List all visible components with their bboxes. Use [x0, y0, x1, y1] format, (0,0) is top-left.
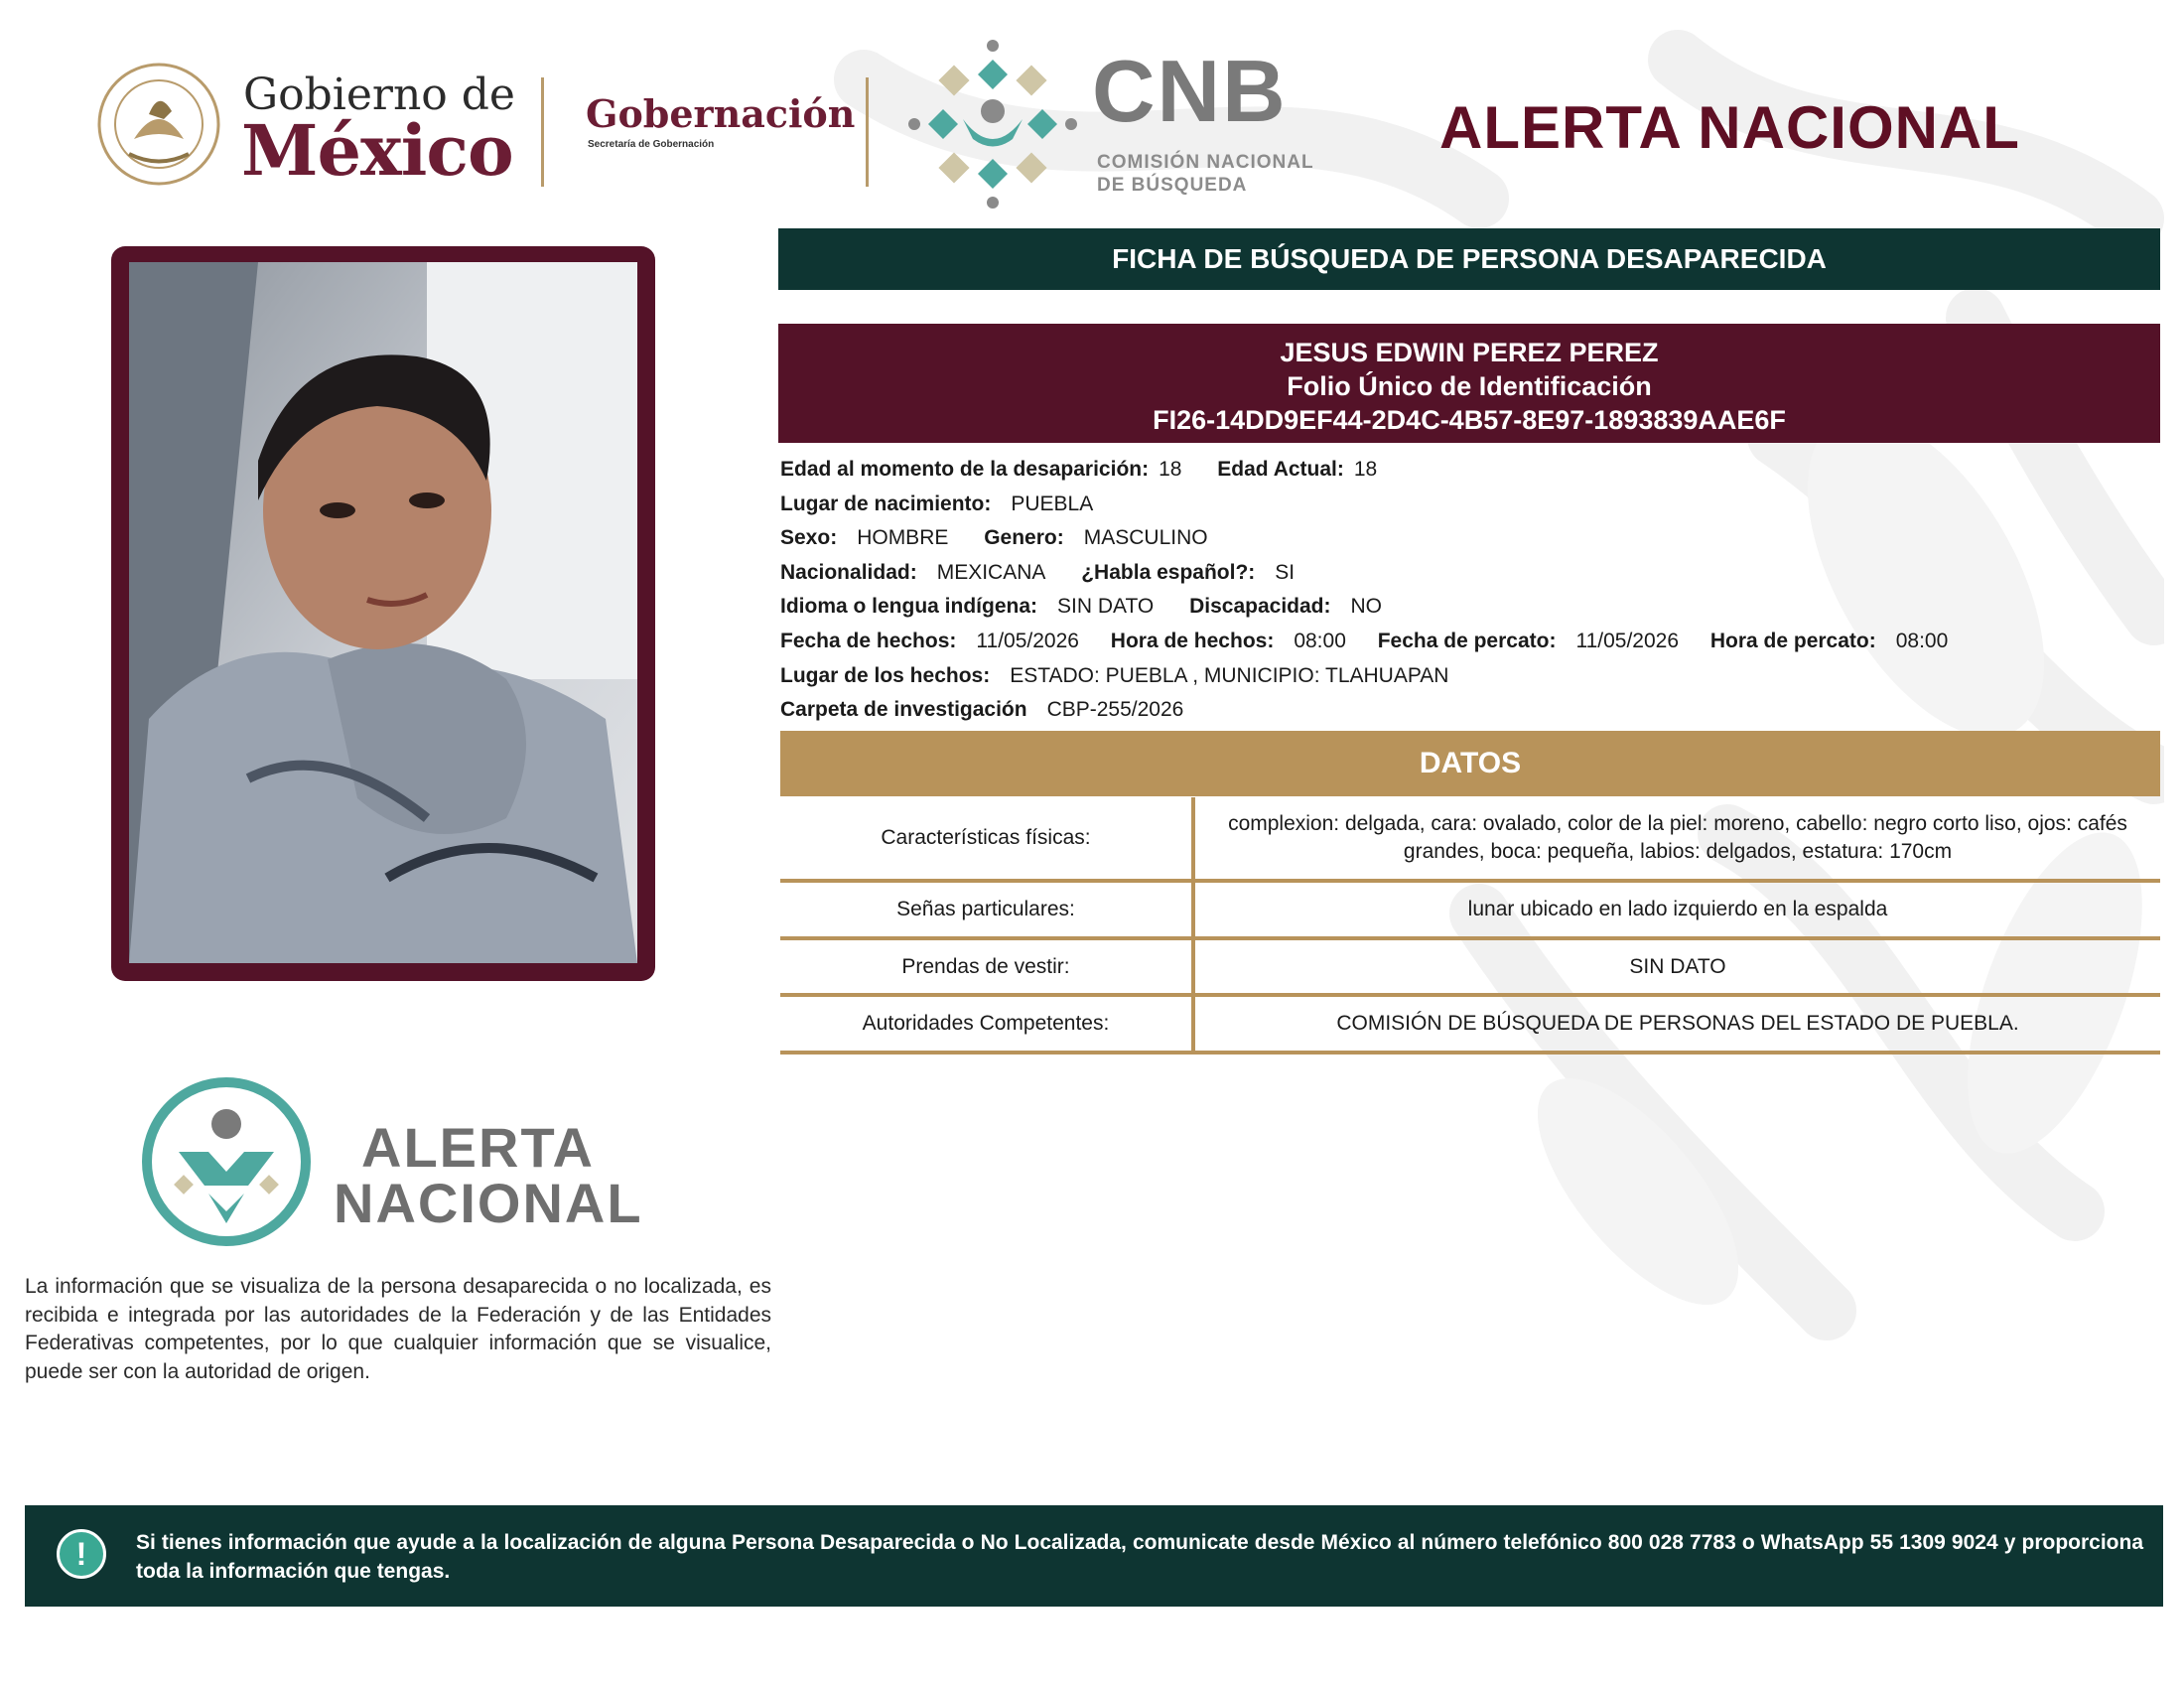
- alerta-word: ALERTA: [361, 1116, 595, 1179]
- alerta-nacional-icon: [139, 1074, 314, 1249]
- table-row: [780, 940, 2160, 997]
- field-value: SIN DATO: [1057, 595, 1155, 619]
- field-label: ¿Habla español?:: [1081, 560, 1256, 584]
- gobernacion-subtitle: Secretaría de Gobernación: [588, 139, 715, 150]
- divider: [866, 77, 869, 187]
- mexico-text: México: [241, 109, 513, 192]
- field-value: HOMBRE: [857, 526, 949, 550]
- field-label: Sexo:: [780, 526, 838, 550]
- alert-icon: !: [57, 1529, 106, 1579]
- field-label: Lugar de los hechos:: [780, 663, 991, 687]
- alerta-nacional-logo: [139, 1074, 675, 1253]
- field-value: 08:00: [1294, 629, 1346, 652]
- field-label: Idioma o lengua indígena:: [780, 595, 1038, 619]
- field-label: Carpeta de investigación: [780, 698, 1027, 722]
- datos-table: [780, 797, 2160, 1055]
- field-value: 18: [1159, 458, 1182, 481]
- field-label: Lugar de nacimiento:: [780, 492, 992, 515]
- field-label: Hora de percato:: [1709, 629, 1876, 652]
- field-label: Nacionalidad:: [780, 560, 917, 584]
- field-label: Discapacidad:: [1189, 595, 1331, 619]
- gobierno-de-text: Gobierno de: [243, 70, 515, 120]
- cnb-logo-icon: [908, 40, 1077, 209]
- field-label: Edad Actual:: [1217, 458, 1344, 481]
- field-value: 11/05/2026: [976, 629, 1079, 652]
- row-value: SIN DATO: [1629, 954, 1726, 978]
- alerta-nacional-wordmark: [334, 1116, 643, 1234]
- contact-footer: [25, 1505, 2163, 1607]
- field-value: PUEBLA: [1011, 492, 1094, 515]
- field-value: NO: [1350, 595, 1382, 619]
- ficha-title-bar: FICHA DE BÚSQUEDA DE PERSONA DESAPARECIDA: [778, 228, 2160, 290]
- field-value: CBP-255/2026: [1046, 698, 1184, 722]
- field-row: [780, 693, 2160, 728]
- field-value: ESTADO: PUEBLA , MUNICIPIO: TLAHUAPAN: [1010, 663, 1449, 687]
- field-value: MASCULINO: [1083, 526, 1208, 550]
- field-label: Edad al momento de la desaparición:: [780, 458, 1150, 481]
- cnb-subtitle-line1: COMISIÓN NACIONAL: [1097, 152, 1314, 173]
- footer-contact-text: Si tienes información que ayude a la localización de alguna Persona Desaparecida o No Localizada, comunicate desde México al número telefónico 800 028 7783 o WhatsApp 55 1309 9024 y proporciona toda la información que tengas.: [136, 1531, 2143, 1583]
- field-value: 08:00: [1895, 629, 1949, 652]
- divider: [541, 77, 544, 187]
- gobierno-mexico-logo: [94, 60, 879, 199]
- row-label: Características físicas:: [780, 797, 1195, 879]
- folio-value: FI26-14DD9EF44-2D4C-4B57-8E97-1893839AAE6F: [1153, 405, 1786, 435]
- field-label: Fecha de percato:: [1377, 629, 1557, 652]
- cnb-subtitle-line2: DE BÚSQUEDA: [1097, 175, 1248, 196]
- field-value: 18: [1353, 458, 1378, 481]
- field-value: 11/05/2026: [1575, 629, 1680, 652]
- folio-label: Folio Único de Identificación: [1287, 371, 1652, 401]
- field-label: Hora de hechos:: [1110, 629, 1275, 652]
- field-value: MEXICANA: [936, 560, 1046, 584]
- field-row: [780, 625, 2160, 659]
- field-row: [780, 521, 2160, 556]
- field-label: Genero:: [984, 526, 1064, 550]
- row-label: Señas particulares:: [780, 883, 1195, 936]
- field-row: [780, 556, 2160, 591]
- field-row: [780, 659, 2160, 694]
- field-label: Fecha de hechos:: [780, 629, 957, 652]
- field-value: SI: [1275, 560, 1296, 584]
- table-row: [780, 797, 2160, 883]
- row-value: lunar ubicado en lado izquierdo en la espalda: [1467, 898, 1888, 920]
- person-photo: [129, 262, 637, 963]
- datos-title-bar: DATOS: [780, 731, 2160, 796]
- alerta-nacional-title: ALERTA NACIONAL: [1439, 94, 2020, 161]
- gobernacion-text: Gobernación: [586, 91, 856, 136]
- cnb-text: CNB: [1092, 42, 1288, 140]
- row-value: COMISIÓN DE BÚSQUEDA DE PERSONAS DEL ESTADO DE PUEBLA.: [1336, 1012, 2019, 1035]
- person-fields: [780, 453, 2160, 728]
- row-value: complexion: delgada, cara: ovalado, color de la piel: moreno, cabello: negro corto liso, ojos: cafés grandes, boca: pequeña, labios: delgados, estatura: 170cm: [1228, 812, 2127, 863]
- table-row: [780, 997, 2160, 1055]
- field-row: [780, 488, 2160, 522]
- table-row: [780, 883, 2160, 940]
- person-name: JESUS EDWIN PEREZ PEREZ: [1280, 338, 1659, 367]
- field-row: [780, 590, 2160, 625]
- row-label: Autoridades Competentes:: [780, 997, 1195, 1051]
- person-identity-box: [778, 324, 2160, 443]
- field-row: [780, 453, 2160, 488]
- row-label: Prendas de vestir:: [780, 940, 1195, 993]
- nacional-word: NACIONAL: [334, 1172, 643, 1234]
- national-seal-icon: [94, 60, 223, 189]
- disclaimer-text: La información que se visualiza de la persona desaparecida o no localizada, es recibida e integrada por las autoridades de la Federación y de las Entidades Federativas competentes, por lo que cualquier información que se visualice, puede ser con la autoridad de origen.: [25, 1275, 771, 1383]
- cnb-subtitle: [1097, 151, 1314, 197]
